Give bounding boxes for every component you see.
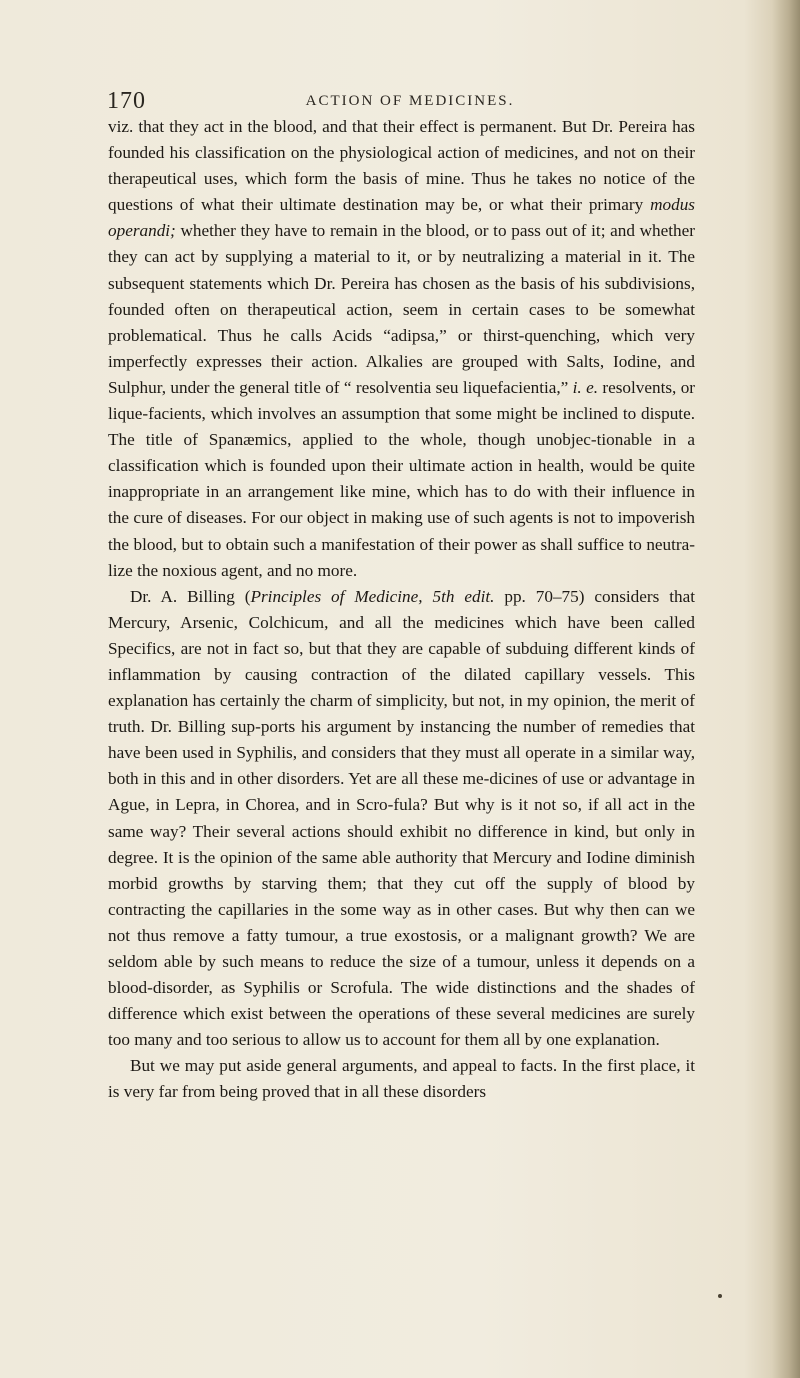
italic-text-run: Principles of Medicine, 5th edit. <box>250 586 495 606</box>
text-run: viz. that they act in the blood, and that their effect is permanent. But Dr. Pereira has founded his classification on the physiological action of medicines, and not on their therapeutical uses, which form the basis of mine. Thus he takes no notice of the questions of what their ultimate destination may be, or what their primary <box>108 117 695 215</box>
paper-speck <box>718 1294 722 1298</box>
page-number: 170 <box>107 88 146 114</box>
italic-text-run: i. e. <box>572 377 599 397</box>
text-run: Dr. A. Billing ( <box>130 586 251 606</box>
body-text <box>108 114 695 1106</box>
text-run: pp. 70–75) considers that Mercury, Arsenic, Colchicum, and all the medicines which have been called Specifics, are not in fact so, but that they are capable of subduing different kinds of inflammation by causing contraction of the dilated capillary vessels. This explanation has certainly the charm of simplicity, but not, in my opinion, the merit of truth. Dr. Billing sup-ports his argument by instancing the number of remedies that have been used in Syphilis, and considers that they must all operate in a similar way, both in this and in other disorders. Yet are all these me-dicines of use or advantage in Ague, in Lepra, in Chorea, and in Scro-fula? But why is it not so, if all act in the same way? Their several actions should exhibit no difference in kind, but only in degree. It is the opinion of the same able authority that Mercury and Iodine diminish morbid growths by starving them; that they cut off the supply of blood by contracting the capillaries in the some way as in other cases. But why then can we not thus remove a fatty tumour, a true exostosis, or a malignant growth? We are seldom able by such means to reduce the size of a tumour, unless it depends on a blood-disorder, as Syphilis or Scrofula. The wide distinctions and the shades of difference which exist between the operations of these several medicines are surely too many and too serious to allow us to account for them all by one explanation. <box>108 586 695 1050</box>
page-edge-shadow <box>772 0 800 1378</box>
paragraph <box>108 114 695 584</box>
italic-text-run: modus operandi; <box>108 195 695 241</box>
text-run: resolvents, or lique-facients, which involves an assumption that some might be inclined to dispute. The title of Spanæmics, applied to the whole, though unobjec-tionable in a classification which is founded upon their ultimate action in health, would be quite inappropriate in an arrangement like mine, which has to do with their influence in the cure of diseases. For our object in making use of such agents is not to impoverish the blood, but to obtain such a manifestation of their power as shall suffice to neutra-lize the noxious agent, and no more. <box>108 377 696 580</box>
text-run: But we may put aside general arguments, and appeal to facts. In the first place, it is very far from being proved that in all these disorders <box>108 1056 695 1102</box>
paragraph <box>108 584 695 1054</box>
paragraph <box>108 1053 695 1105</box>
text-run: whether they have to remain in the blood, or to pass out of it; and whether they can act by supplying a material to it, or by neutralizing a material in it. The subsequent statements which Dr. Pereira has chosen as the basis of his subdivisions, founded often on therapeutical action, seem in certain cases to be somewhat problematical. Thus he calls Acids “adipsa,” or thirst-quenching, which very imperfectly expresses their action. Alkalies are grouped with Salts, Iodine, and Sulphur, under the general title of “ resolventia seu liquefacientia,” <box>108 221 695 397</box>
running-title: ACTION OF MEDICINES. <box>305 93 515 109</box>
